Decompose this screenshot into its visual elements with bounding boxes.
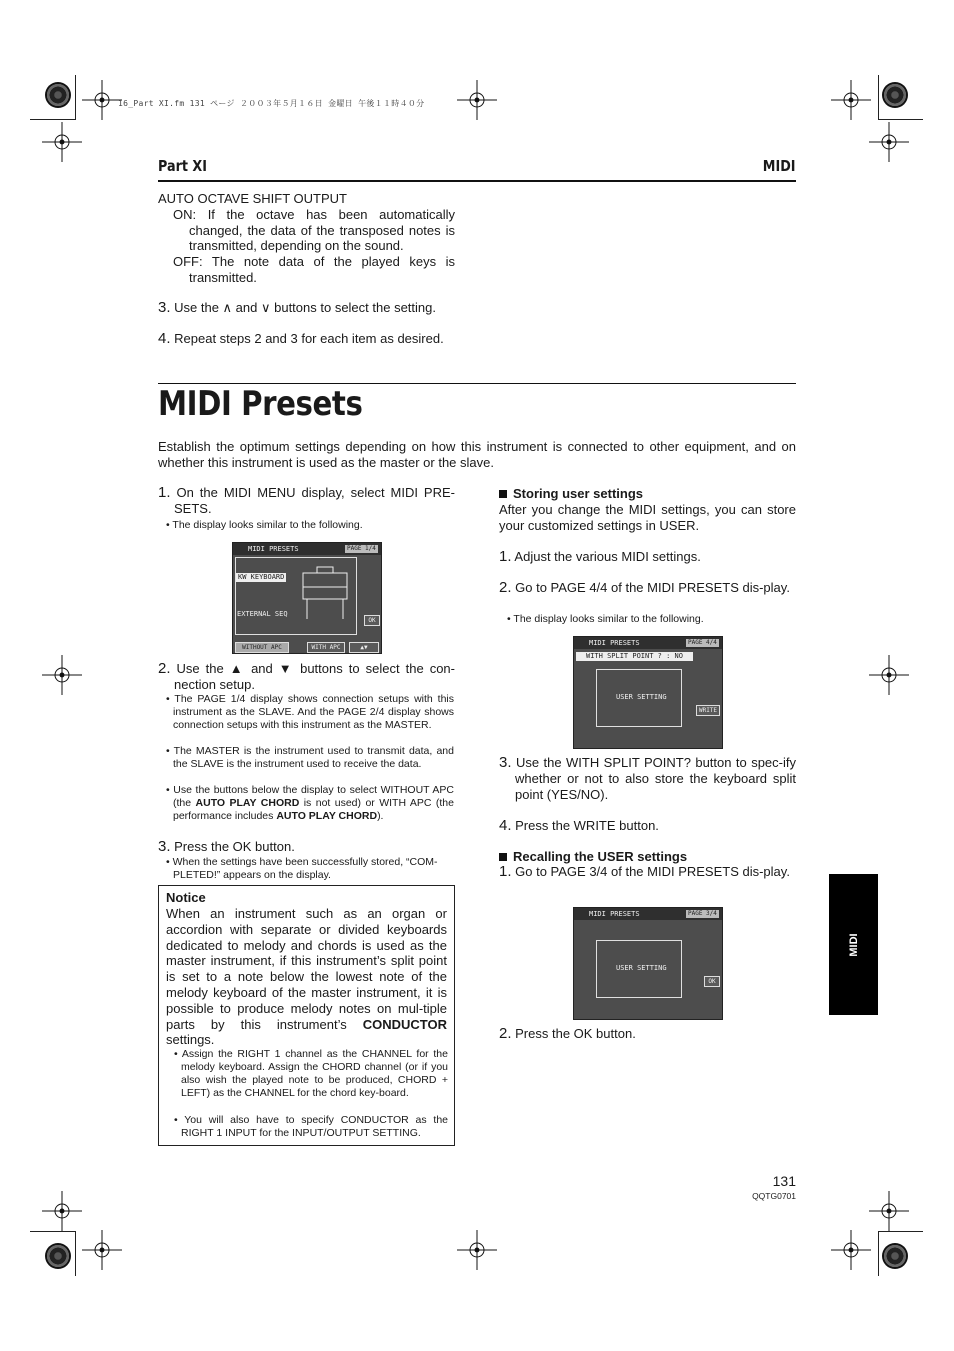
step-text: Go to PAGE 3/4 of the MIDI PRESETS dis-play. [515, 864, 790, 879]
bullet-apc-bold: AUTO PLAY CHORD [195, 797, 300, 809]
side-tab-midi[interactable] [829, 874, 878, 1015]
step-number: 1. [499, 548, 512, 565]
step-number: 3. [158, 838, 171, 855]
crop-line [75, 75, 76, 120]
crop-line [878, 1231, 923, 1232]
recalling-heading [499, 849, 687, 865]
header-rule [158, 180, 796, 182]
lcd-display-page-1 [232, 542, 382, 654]
write-button[interactable]: WRITE [696, 705, 720, 716]
crosshair-mark-left-upper [42, 122, 82, 162]
rosette-mark-tr [882, 82, 908, 108]
lcd-title: MIDI PRESETS [589, 639, 640, 647]
top-section [158, 191, 455, 286]
recalling-step-2 [499, 1026, 796, 1042]
split-point-button[interactable]: WITH SPLIT POINT ? : NO [576, 652, 693, 661]
step-number: 1. [158, 484, 171, 501]
notice-bold: CONDUCTOR [362, 1016, 447, 1032]
left-step-3 [158, 839, 455, 855]
step-number: 3. [499, 754, 512, 771]
notice-box [158, 885, 455, 1146]
crop-line [878, 1231, 879, 1276]
intro-paragraph: Establish the optimum settings depending on how this instrument is connected to other equipment, and on whether this instrument is used as the master or the slave. [158, 439, 796, 470]
step-1-note: • The display looks similar to the following. [166, 519, 363, 531]
storing-intro: After you change the MIDI settings, you can store your customized settings in USER. [499, 502, 796, 533]
step-number: 3. [158, 299, 171, 316]
header-section: MIDI [763, 157, 796, 175]
bullet-master-slave: • The MASTER is the instrument used to transmit data, and the SLAVE is the instrument used to receive the data. [166, 745, 454, 770]
page-title: MIDI Presets [158, 384, 363, 424]
on-description: ON: If the octave has been automatically changed, the data of the transposed notes is transmitted, depending on the sound. [173, 206, 455, 254]
crosshair-mark-top-center [457, 80, 497, 120]
step-number: 4. [158, 330, 171, 347]
left-step-1 [158, 485, 455, 517]
crop-line [30, 1231, 75, 1232]
storing-step-4 [499, 818, 796, 834]
step-text: Repeat steps 2 and 3 for each item as desired. [174, 331, 444, 346]
without-apc-tab[interactable]: WITHOUT APC [235, 642, 289, 653]
step-number: 4. [499, 817, 512, 834]
lcd-display-page-4 [573, 636, 723, 749]
crosshair-mark-bottom-left [82, 1230, 122, 1270]
external-seq-option[interactable]: EXTERNAL SEQ [237, 610, 288, 618]
storing-step-1 [499, 549, 796, 565]
crop-line [75, 1231, 76, 1276]
lcd-page-indicator: PAGE 1/4 [347, 545, 376, 552]
left-step-2 [158, 661, 455, 693]
step-number: 1. [499, 863, 512, 880]
crop-line [878, 75, 879, 120]
crosshair-mark-right-middle [869, 655, 909, 695]
bullet-apc [166, 784, 454, 823]
crosshair-mark-left-middle [42, 655, 82, 695]
bullet-apc-bold: AUTO PLAY CHORD [276, 810, 378, 822]
notice-text: When an instrument such as an organ or accordion with separate or divided keyboards dedicated to melody and chords is used as the master instrument, if this instrument’s split point is set to a note below the lowest note of the melody keyboard of the master instrument, it is possible to produce melody notes on mul-tiple parts by this instrument’s [166, 906, 447, 1032]
lcd-page-indicator: PAGE 4/4 [688, 639, 717, 646]
up-down-arrows-icon[interactable]: ▲▼ [349, 642, 379, 653]
rosette-mark-bl [45, 1243, 71, 1269]
auto-octave-heading: AUTO OCTAVE SHIFT OUTPUT [158, 191, 347, 206]
square-bullet-icon [499, 490, 507, 498]
crosshair-mark-right-lower [869, 1191, 909, 1231]
with-apc-tab[interactable]: WITH APC [307, 642, 345, 653]
side-tab-label: MIDI [847, 932, 860, 957]
crosshair-mark-top-right [831, 80, 871, 120]
lcd-display-page-3 [573, 907, 723, 1020]
step-4-top [158, 331, 455, 347]
rosette-mark-br [882, 1243, 908, 1269]
notice-bullet-channel: • Assign the RIGHT 1 channel as the CHANNEL for the melody keyboard. Assign the CHORD channel (or if you also wish the played note to be produced, CHORD + LEFT) as the CHANNEL for the chord key-board. [174, 1048, 448, 1099]
recalling-step-1 [499, 864, 796, 880]
notice-body [166, 906, 447, 1048]
step-3-note: • When the settings have been successfully stored, “COM-PLETED!” appears on the display. [166, 856, 438, 881]
notice-bullet-conductor: • You will also have to specify CONDUCTOR as the RIGHT 1 INPUT for the INPUT/OUTPUT SETTING. [174, 1114, 448, 1139]
lcd-page-indicator: PAGE 3/4 [688, 910, 717, 917]
step-text: Adjust the various MIDI settings. [514, 549, 701, 564]
notice-text: settings. [166, 1032, 215, 1048]
lcd-title: MIDI PRESETS [248, 545, 299, 553]
storing-step-2-note: • The display looks similar to the following. [507, 613, 704, 625]
crosshair-mark-bottom-right [831, 1230, 871, 1270]
crop-line [30, 119, 75, 120]
kw-keyboard-option[interactable]: KW KEYBOARD [238, 573, 285, 581]
crosshair-mark-top-left [82, 80, 122, 120]
step-text: Go to PAGE 4/4 of the MIDI PRESETS dis-play. [515, 580, 790, 595]
bullet-apc-text: ). [377, 810, 384, 822]
piano-icon [299, 565, 351, 623]
crosshair-mark-right-upper [869, 122, 909, 162]
bullet-apc-text: is not used) or WITH APC (the performance includes [173, 797, 454, 822]
step-3-top [158, 300, 455, 316]
square-bullet-icon [499, 853, 507, 861]
page-number: 131 [772, 1173, 796, 1189]
step-text: Press the OK button. [174, 839, 295, 854]
user-setting-label: USER SETTING [616, 693, 667, 701]
user-setting-label: USER SETTING [616, 964, 667, 972]
file-meta-line: 16_Part XI.fm 131 ページ ２００３年５月１６日 金曜日 午後１１時４０分 [118, 99, 425, 108]
step-text: On the MIDI MENU display, select MIDI PRE-SETS. [174, 485, 455, 516]
recalling-heading-text: Recalling the USER settings [513, 849, 688, 864]
crosshair-mark-bottom-center [457, 1230, 497, 1270]
ok-button[interactable]: OK [704, 976, 720, 987]
ok-button[interactable]: OK [364, 615, 380, 626]
step-number: 2. [158, 660, 171, 677]
notice-title: Notice [166, 890, 206, 905]
rosette-mark-tl [45, 82, 71, 108]
step-number: 2. [499, 579, 512, 596]
document-code: QQTG0701 [752, 1191, 796, 1201]
storing-heading [499, 486, 643, 502]
step-text: Use the ▲ and ▼ buttons to select the con-nection setup. [174, 661, 455, 692]
storing-heading-text: Storing user settings [513, 486, 644, 501]
step-text: Press the WRITE button. [515, 818, 659, 833]
bullet-apc-text: • Use the buttons below the display to select WITHOUT APC (the [166, 784, 454, 809]
crop-line [878, 119, 923, 120]
step-text: Use the ∧ and ∨ buttons to select the setting. [174, 300, 436, 315]
storing-step-2 [499, 580, 796, 596]
header-part: Part XI [158, 157, 208, 175]
storing-step-3 [499, 755, 796, 802]
off-description: OFF: The note data of the played keys is transmitted. [173, 254, 455, 285]
crosshair-mark-left-lower [42, 1191, 82, 1231]
bullet-page-info: • The PAGE 1/4 display shows connection setups with this instrument as the SLAVE. And the PAGE 2/4 display shows connection setups with this instrument as the MASTER. [166, 693, 454, 731]
lcd-title: MIDI PRESETS [589, 910, 640, 918]
step-text: Press the OK button. [515, 1026, 636, 1041]
step-text: Use the WITH SPLIT POINT? button to spec-ify whether or not to also store the keyboard split point (YES/NO). [515, 755, 796, 802]
step-number: 2. [499, 1025, 512, 1042]
